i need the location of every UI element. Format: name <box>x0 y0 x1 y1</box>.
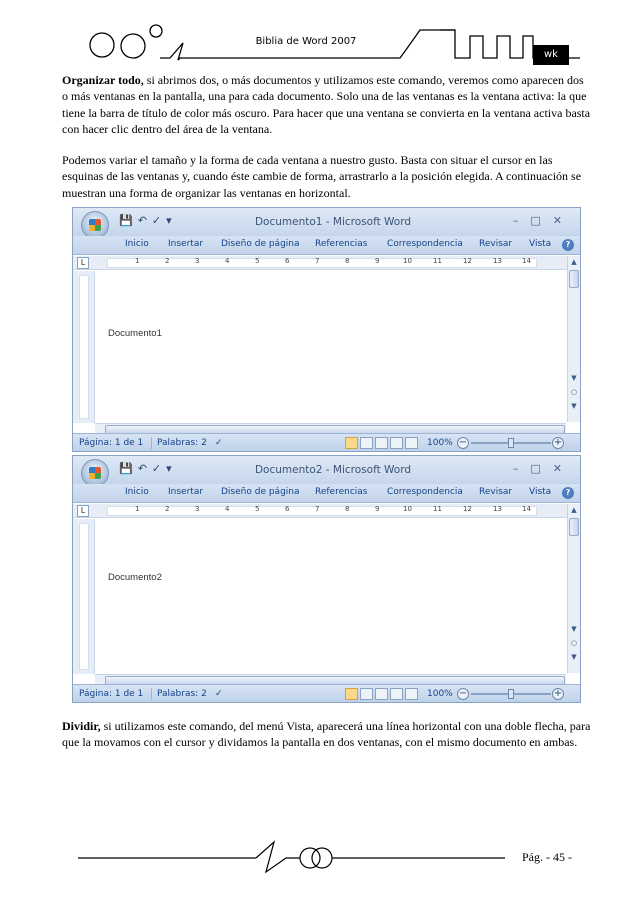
ruler-number: 3 <box>195 257 200 265</box>
ruler-number: 7 <box>315 505 320 513</box>
undo-icon[interactable]: ↶ <box>137 462 152 475</box>
tab-selector[interactable]: L <box>77 257 89 269</box>
paragraph-organizar <box>62 72 592 137</box>
proofing-icon[interactable]: ✓ <box>215 438 223 448</box>
header-badge: wk <box>533 45 569 65</box>
zoom-level[interactable]: 100% <box>427 438 453 448</box>
word-window-2[interactable] <box>72 455 581 703</box>
ruler-number: 12 <box>463 505 472 513</box>
ruler-number: 6 <box>285 505 290 513</box>
ruler-number: 2 <box>165 257 170 265</box>
document-text[interactable]: Documento2 <box>108 572 162 583</box>
tab-vista[interactable]: Vista <box>529 239 552 249</box>
office-button[interactable] <box>81 211 109 239</box>
document-page[interactable] <box>96 271 566 423</box>
tab-referencias[interactable]: Referencias <box>315 487 368 497</box>
vertical-ruler <box>73 519 95 674</box>
minimize-icon[interactable]: – <box>512 462 531 475</box>
status-page[interactable]: Página: 1 de 1 <box>79 438 144 448</box>
tab-inicio[interactable]: Inicio <box>125 239 149 249</box>
zoom-slider-knob[interactable] <box>508 438 514 448</box>
document-page[interactable] <box>96 519 566 674</box>
tab-insertar[interactable]: Insertar <box>168 487 204 497</box>
next-page-icon[interactable]: ▼ <box>571 653 577 661</box>
print-layout-icon[interactable] <box>345 437 358 449</box>
ruler-number: 11 <box>433 257 442 265</box>
paragraph-tamano <box>62 152 592 201</box>
ruler-number: 2 <box>165 505 170 513</box>
ruler-track <box>107 258 537 268</box>
zoom-out-icon[interactable]: − <box>458 437 468 448</box>
tab-selector[interactable]: L <box>77 505 89 517</box>
document-text[interactable]: Documento1 <box>108 328 162 339</box>
zoom-in-icon[interactable]: + <box>553 437 563 448</box>
web-layout-icon[interactable] <box>375 437 388 449</box>
vertical-scrollbar[interactable] <box>567 256 580 422</box>
zoom-in-icon[interactable]: + <box>553 688 563 699</box>
ruler-number: 12 <box>463 257 472 265</box>
scroll-down-icon[interactable]: ▼ <box>571 374 577 382</box>
tab-vista[interactable]: Vista <box>529 487 552 497</box>
ruler-number: 1 <box>135 505 140 513</box>
header-title: Biblia de Word 2007 <box>255 36 357 47</box>
status-page[interactable]: Página: 1 de 1 <box>79 689 144 699</box>
print-layout-icon[interactable] <box>345 688 358 700</box>
qat-dropdown-icon[interactable]: ▾ <box>166 214 177 227</box>
status-bar <box>73 433 580 451</box>
title-bar[interactable] <box>73 208 580 236</box>
web-layout-icon[interactable] <box>375 688 388 700</box>
tab-diseno-pagina[interactable]: Diseño de página <box>221 487 300 497</box>
paragraph-tamano-text: Podemos variar el tamaño y la forma de cada ventana a nuestro gusto. Basta con situar el cursor en las esquinas de las ventanas y, cuando éste cambie de forma, arrastrarlo a la posición elegida. A continuación se muestran una forma de organizar las ventanas en horizontal. <box>62 153 582 200</box>
full-screen-reading-icon[interactable] <box>360 437 373 449</box>
vertical-ruler-track <box>79 275 89 419</box>
ruler-number: 10 <box>403 257 412 265</box>
save-icon[interactable]: 💾 <box>119 214 138 227</box>
tab-revisar[interactable]: Revisar <box>479 239 513 249</box>
term-organizar: Organizar todo, <box>62 73 144 87</box>
vertical-scrollbar[interactable] <box>567 504 580 673</box>
vertical-ruler-track <box>79 523 89 670</box>
ruler-number: 9 <box>375 257 380 265</box>
spelling-icon[interactable]: ✓ <box>151 214 167 227</box>
ruler-number: 13 <box>493 505 502 513</box>
ribbon-tabs <box>73 484 580 503</box>
term-dividir: Dividir, <box>62 719 101 733</box>
scroll-thumb[interactable] <box>569 518 579 536</box>
page-header <box>0 0 638 70</box>
quick-access-toolbar <box>119 462 177 475</box>
horizontal-ruler <box>73 256 580 270</box>
tab-insertar[interactable]: Insertar <box>168 239 204 249</box>
help-icon[interactable]: ? <box>562 487 574 499</box>
quick-access-toolbar <box>119 214 177 227</box>
page-number: Pág. - 45 - <box>522 850 572 864</box>
browse-object-icon[interactable]: ○ <box>570 388 578 396</box>
maximize-icon[interactable]: □ <box>530 214 553 227</box>
tab-correspondencia[interactable]: Correspondencia <box>387 487 463 497</box>
ruler-track <box>107 506 537 516</box>
window-controls <box>513 214 574 227</box>
save-icon[interactable]: 💾 <box>119 462 138 475</box>
ruler-number: 9 <box>375 505 380 513</box>
draft-icon[interactable] <box>405 688 418 700</box>
window-title: Documento2 - Microsoft Word <box>254 464 412 476</box>
status-separator <box>151 437 152 449</box>
ruler-number: 13 <box>493 257 502 265</box>
full-screen-reading-icon[interactable] <box>360 688 373 700</box>
ruler-number: 5 <box>255 505 260 513</box>
ruler-number: 3 <box>195 505 200 513</box>
tab-inicio[interactable]: Inicio <box>125 487 149 497</box>
zoom-out-icon[interactable]: − <box>458 688 468 699</box>
ruler-number: 7 <box>315 257 320 265</box>
help-icon[interactable]: ? <box>562 239 574 251</box>
ruler-number: 4 <box>225 505 230 513</box>
qat-dropdown-icon[interactable]: ▾ <box>166 462 177 475</box>
status-words[interactable]: Palabras: 2 <box>157 689 207 699</box>
ruler-number: 8 <box>345 257 350 265</box>
paragraph-dividir-text: si utilizamos este comando, del menú Vista, aparecerá una línea horizontal con una doble flecha, para que la movamos con el cursor y dividamos la pantalla en dos ventanas, con el mismo documento en ambas. <box>62 719 591 750</box>
ribbon-tabs <box>73 236 580 255</box>
maximize-icon[interactable]: □ <box>530 462 553 475</box>
status-words[interactable]: Palabras: 2 <box>157 438 207 448</box>
tab-diseno-pagina[interactable]: Diseño de página <box>221 239 300 249</box>
spelling-icon[interactable]: ✓ <box>151 462 167 475</box>
ruler-number: 8 <box>345 505 350 513</box>
paragraph-dividir <box>62 718 592 751</box>
zoom-level[interactable]: 100% <box>427 689 453 699</box>
scroll-down-icon[interactable]: ▼ <box>571 625 577 633</box>
ruler-number: 5 <box>255 257 260 265</box>
ruler-number: 4 <box>225 257 230 265</box>
paragraph-organizar-text: si abrimos dos, o más documentos y utilizamos este comando, veremos como aparecen dos o más ventanas en la pantalla, una para cada documento. Solo una de las ventanas es la ventana activa: la que tiene la barra de título de color más oscuro. Para hacer que una ventana se convierta en la ventana activa basta con hacer clic dentro del área de la ventana. <box>62 73 591 136</box>
browse-object-icon[interactable]: ○ <box>570 639 578 647</box>
tab-referencias[interactable]: Referencias <box>315 239 368 249</box>
ruler-number: 6 <box>285 257 290 265</box>
ruler-number: 1 <box>135 257 140 265</box>
title-bar[interactable] <box>73 456 580 484</box>
close-icon[interactable]: ✕ <box>552 214 574 227</box>
tab-revisar[interactable]: Revisar <box>479 487 513 497</box>
ruler-number: 10 <box>403 505 412 513</box>
page-footer <box>0 830 638 890</box>
window-controls <box>513 462 574 475</box>
window-title: Documento1 - Microsoft Word <box>254 216 412 228</box>
minimize-icon[interactable]: – <box>512 214 531 227</box>
horizontal-ruler <box>73 504 580 518</box>
draft-icon[interactable] <box>405 437 418 449</box>
tab-correspondencia[interactable]: Correspondencia <box>387 239 463 249</box>
close-icon[interactable]: ✕ <box>552 462 574 475</box>
outline-icon[interactable] <box>390 688 403 700</box>
next-page-icon[interactable]: ▼ <box>571 402 577 410</box>
office-button[interactable] <box>81 459 109 487</box>
undo-icon[interactable]: ↶ <box>137 214 152 227</box>
word-window-1[interactable] <box>72 207 581 452</box>
vertical-ruler <box>73 271 95 423</box>
scroll-thumb[interactable] <box>569 270 579 288</box>
ruler-number: 14 <box>522 257 531 265</box>
status-bar <box>73 684 580 702</box>
ruler-number: 11 <box>433 505 442 513</box>
ruler-number: 14 <box>522 505 531 513</box>
zoom-slider-knob[interactable] <box>508 689 514 699</box>
scroll-up-icon[interactable]: ▲ <box>571 506 577 514</box>
status-separator <box>151 688 152 700</box>
outline-icon[interactable] <box>390 437 403 449</box>
proofing-icon[interactable]: ✓ <box>215 689 223 699</box>
scroll-up-icon[interactable]: ▲ <box>571 258 577 266</box>
